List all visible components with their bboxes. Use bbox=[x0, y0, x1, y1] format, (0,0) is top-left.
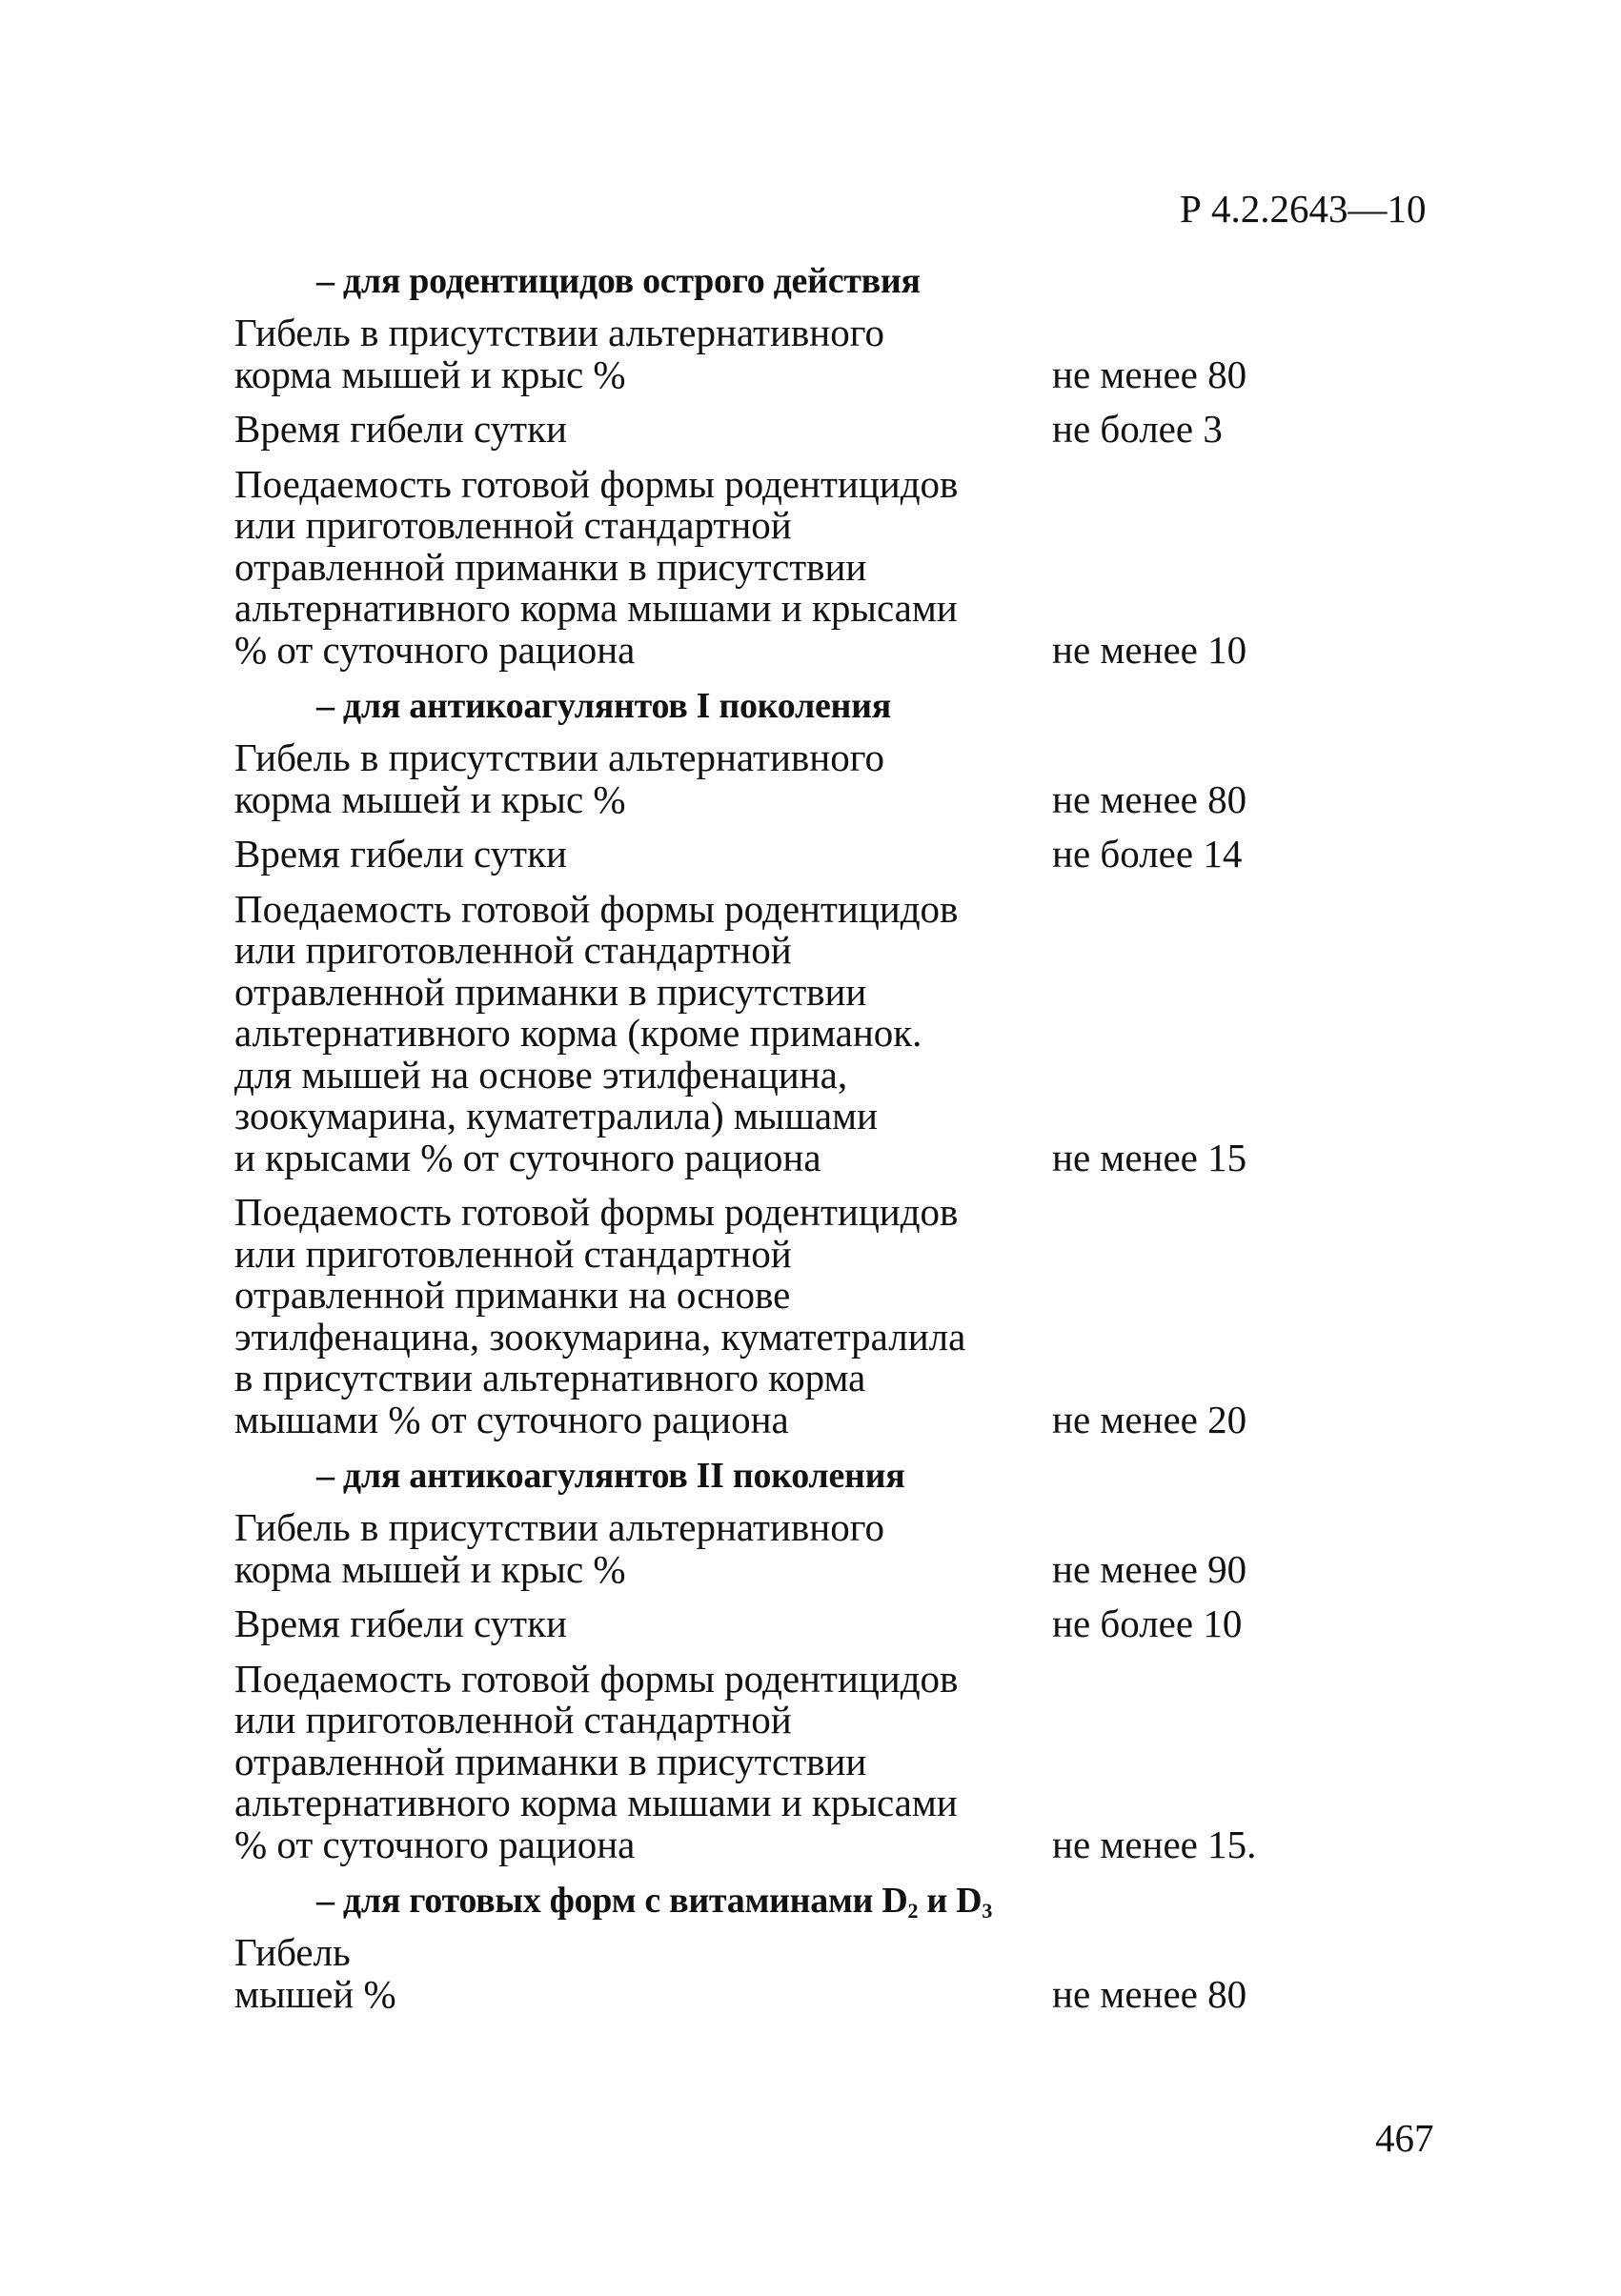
section-title-text: и D bbox=[918, 1881, 983, 1921]
requirement-value: не более 10 bbox=[1052, 1601, 1243, 1645]
requirement-label: Время гибели сутки bbox=[234, 1601, 567, 1645]
requirement-label: Поедаемость готовой формы родентицидов или приготовленной стандартной отравленной приманки в присутствии альтернативного корма мышами и крысами % от суточного рациона bbox=[234, 1656, 959, 1866]
requirement-row bbox=[234, 1603, 1330, 1645]
requirement-label: Время гибели сутки bbox=[234, 407, 567, 451]
requirement-row bbox=[234, 312, 1330, 395]
subscript-2: 2 bbox=[907, 1899, 919, 1923]
document-code: Р 4.2.2643—10 bbox=[1180, 187, 1427, 231]
requirement-value: не менее 80 bbox=[1052, 1971, 1247, 2016]
section-title: – для антикоагулянтов I поколения bbox=[316, 686, 891, 726]
requirement-row bbox=[234, 1656, 1330, 1866]
section-title: – для антикоагулянтов II поколения bbox=[316, 1456, 905, 1496]
requirement-label: Поедаемость готовой формы родентицидов или приготовленной стандартной отравленной приманки в присутствии альтернативного корма (кроме приманок. для мышей на основе этилфенацина, зоокумарина, куматетралила) мышами и крысами % от суточного рациона bbox=[234, 886, 959, 1179]
requirement-label: Поедаемость готовой формы родентицидов или приготовленной стандартной отравленной приманки на основе этилфенацина, зоокумарина, куматетралила в присутствии альтернативного корма мышами % от суточного рациона bbox=[234, 1190, 966, 1441]
requirement-row bbox=[234, 1192, 1330, 1440]
section-title bbox=[316, 1879, 1330, 1923]
requirement-label: Гибель в присутствии альтернативного корма мышей и крыс % bbox=[234, 735, 884, 821]
section-title: – для родентицидов острого действия bbox=[316, 261, 921, 301]
requirement-value: не менее 15. bbox=[1052, 1822, 1257, 1866]
section-acute-rodenticides bbox=[234, 259, 1330, 671]
section-title-text: – для готовых форм с витаминами D bbox=[316, 1881, 908, 1921]
requirement-value: не менее 10 bbox=[1052, 627, 1247, 672]
requirement-value: не менее 90 bbox=[1052, 1546, 1247, 1591]
requirement-row bbox=[234, 1932, 1330, 2015]
requirement-value: не более 3 bbox=[1052, 407, 1223, 451]
section-anticoagulants-gen2 bbox=[234, 1454, 1330, 1865]
requirement-value: не менее 15 bbox=[1052, 1135, 1247, 1179]
section-anticoagulants-gen1 bbox=[234, 684, 1330, 1440]
subscript-3: 3 bbox=[982, 1899, 993, 1923]
section-vitamin-forms bbox=[234, 1879, 1330, 2015]
requirement-row bbox=[234, 737, 1330, 820]
requirement-row bbox=[234, 834, 1330, 876]
requirement-value: не менее 80 bbox=[1052, 352, 1247, 396]
requirement-row bbox=[234, 409, 1330, 451]
requirement-row bbox=[234, 1507, 1330, 1590]
requirement-row bbox=[234, 886, 1330, 1179]
requirement-label: Гибель в присутствии альтернативного корма мышей и крыс % bbox=[234, 311, 884, 396]
requirement-label: Гибель мышей % bbox=[234, 1930, 396, 2016]
requirements-content bbox=[234, 259, 1330, 2028]
requirement-row bbox=[234, 461, 1330, 672]
requirement-value: не менее 20 bbox=[1052, 1397, 1247, 1441]
requirement-value: не более 14 bbox=[1052, 832, 1243, 876]
requirement-value: не менее 80 bbox=[1052, 776, 1247, 821]
requirement-label: Поедаемость готовой формы родентицидов или приготовленной стандартной отравленной приманки в присутствии альтернативного корма мышами и крысами % от суточного рациона bbox=[234, 461, 959, 672]
requirement-label: Гибель в присутствии альтернативного корма мышей и крыс % bbox=[234, 1505, 884, 1591]
page-number: 467 bbox=[1375, 2116, 1434, 2160]
requirement-label: Время гибели сутки bbox=[234, 832, 567, 876]
